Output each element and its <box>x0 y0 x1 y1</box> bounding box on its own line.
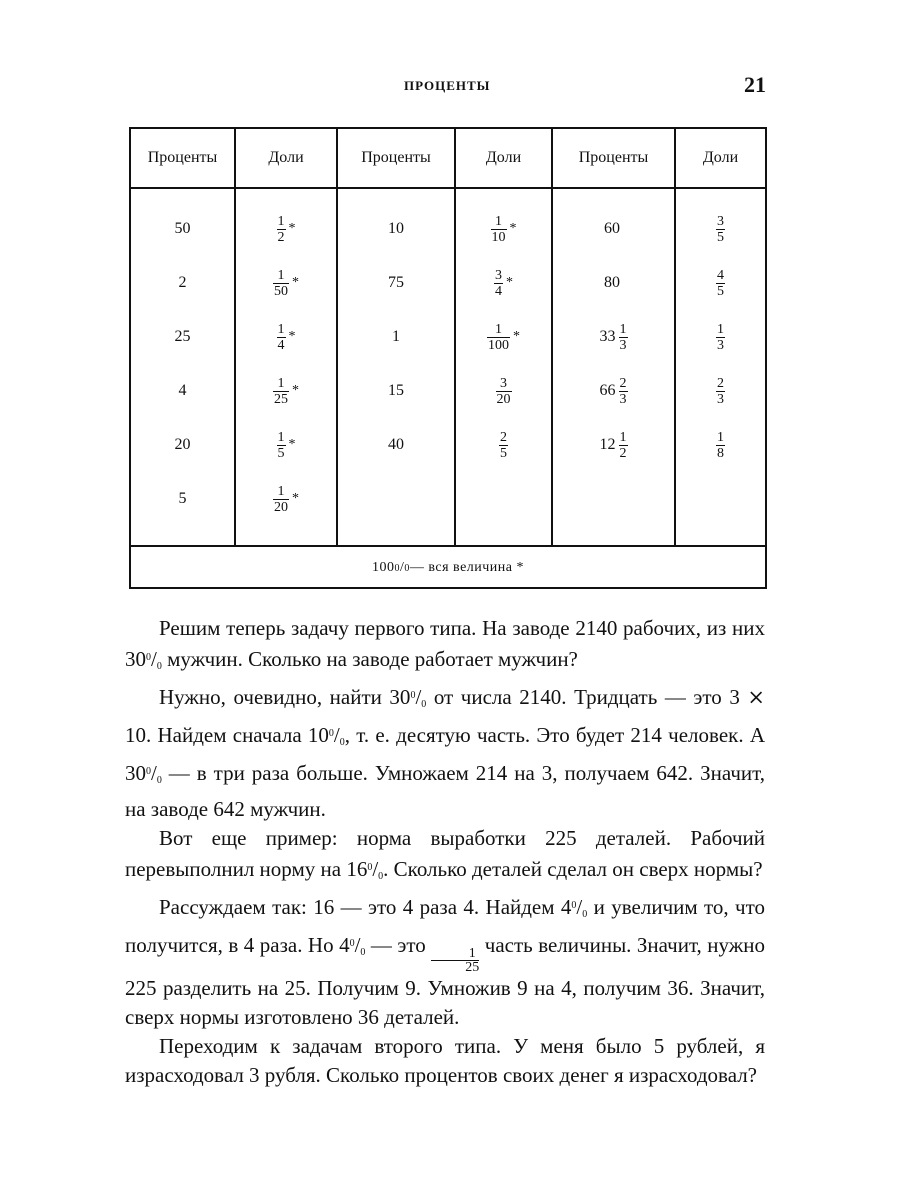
percent-cell: 25 <box>174 328 191 345</box>
paragraph-4 <box>125 891 765 1032</box>
text-run: — в три раза больше. Умножаем 214 на 3, получаем 642. Значит, на заводе 642 мужчин. <box>125 761 765 821</box>
fraction-denominator: 4 <box>277 337 285 353</box>
fraction-denominator: 5 <box>717 283 724 299</box>
fraction-denominator: 20 <box>496 391 511 407</box>
percent-cell <box>553 204 674 254</box>
fraction-group <box>716 322 725 353</box>
fraction-denominator: 8 <box>717 445 724 461</box>
fraction-numerator: 3 <box>495 267 502 283</box>
fraction-numerator: 1 <box>717 429 724 445</box>
asterisk-mark: * <box>506 275 513 290</box>
fraction-cell <box>676 312 765 362</box>
fraction-group <box>716 376 725 407</box>
asterisk-mark: * <box>288 221 296 236</box>
fraction-numerator: 1 <box>277 375 285 391</box>
fraction-denominator: 4 <box>495 283 502 299</box>
fraction <box>277 214 286 245</box>
percent-sub: 0 <box>156 661 162 672</box>
fraction-denominator: 50 <box>274 283 288 299</box>
fraction-denominator: 5 <box>717 229 724 245</box>
fraction-group <box>496 376 512 407</box>
percent-sub: 0 <box>339 737 345 748</box>
fraction-numerator: 1 <box>277 321 285 337</box>
asterisk-mark: * <box>513 329 520 344</box>
percent-sup: 0 <box>146 652 151 663</box>
fraction <box>494 268 503 299</box>
fraction <box>277 430 286 461</box>
percent-whole: 12 <box>599 436 616 453</box>
fraction-cell <box>456 366 551 416</box>
fraction-denominator: 10 <box>491 229 506 245</box>
percent-whole: 66 <box>599 382 616 399</box>
percent-cell: 5 <box>178 490 187 507</box>
percent-fraction <box>619 430 628 461</box>
percent-whole: 33 <box>599 328 616 345</box>
percent-cell: 1 <box>392 328 400 345</box>
percent-sup: 0 <box>328 728 334 739</box>
fraction-denominator: 25 <box>431 960 479 974</box>
col-header-percent-2: Проценты <box>361 149 431 166</box>
asterisk-mark: * <box>292 491 299 506</box>
fraction-group <box>716 268 725 299</box>
fraction-numerator: 2 <box>500 429 507 445</box>
fraction-cell <box>676 366 765 416</box>
col-header-percent-1: Проценты <box>147 149 218 166</box>
asterisk-mark: * <box>288 437 296 452</box>
fraction <box>499 430 508 461</box>
fraction <box>716 214 725 245</box>
fraction-numerator: 1 <box>717 321 724 337</box>
fraction-denominator: 2 <box>277 229 285 245</box>
text-run: , т. е. десятую часть. Это будет 214 человек. А 30 <box>125 723 765 785</box>
fraction-cell <box>676 420 765 470</box>
percent-slash: / <box>372 857 379 881</box>
footer-percent-sub: 0 <box>404 562 410 574</box>
asterisk-mark: * <box>292 383 299 398</box>
asterisk-mark: * <box>292 275 299 290</box>
footer-prefix: 100 <box>371 560 395 575</box>
text-run: Вот еще пример: норма выработки 225 деталей. Рабочий перевыполнил норму на 16 <box>125 826 765 881</box>
percent-cell <box>553 366 674 416</box>
fraction <box>491 214 507 245</box>
percent-cell <box>553 420 674 470</box>
fraction <box>273 376 289 407</box>
percent-sub: 0 <box>378 871 384 882</box>
fraction-denominator: 3 <box>619 337 627 353</box>
percent-cell: 10 <box>388 220 404 237</box>
fraction-denominator: 5 <box>277 445 285 461</box>
fraction-numerator: 4 <box>717 267 724 283</box>
col-header-fraction-3: Доли <box>702 149 739 166</box>
fraction-group <box>277 430 296 461</box>
text-run: Нужно, очевидно, найти 30 <box>159 685 411 709</box>
body-text <box>125 614 765 1090</box>
percent-whole: 80 <box>604 274 620 291</box>
fraction-numerator: 1 <box>277 213 285 229</box>
percent-cell: 75 <box>388 274 404 291</box>
fraction-group <box>499 430 508 461</box>
percent-cell: 20 <box>174 436 191 453</box>
footer-percent-slash: / <box>399 560 405 575</box>
fraction-group <box>716 430 725 461</box>
fraction-cell <box>456 420 551 470</box>
asterisk-mark: * <box>509 221 517 236</box>
percent-slash: / <box>333 723 340 747</box>
fraction-denominator: 3 <box>717 337 724 353</box>
fraction-cell <box>236 420 336 470</box>
percent-cell: 15 <box>388 382 404 399</box>
fraction-numerator: 1 <box>277 483 285 499</box>
percent-cell: 50 <box>174 220 191 237</box>
fraction <box>487 322 510 353</box>
percent-fraction <box>619 376 628 407</box>
percent-slash: / <box>151 761 157 785</box>
fraction <box>496 376 512 407</box>
fraction-group <box>487 322 520 353</box>
fraction-numerator: 3 <box>717 213 724 229</box>
page-number: 21 <box>744 72 766 97</box>
fraction <box>277 322 286 353</box>
fraction-numerator: 1 <box>495 213 502 229</box>
col-header-fraction-2: Доли <box>485 149 522 166</box>
text-run: от числа 2140. Тридцать — это 3 ⨯ 10. Найдем сначала 10 <box>125 685 766 747</box>
percent-sub: 0 <box>360 947 366 958</box>
fraction-group <box>273 268 299 299</box>
inline-fraction <box>431 947 479 974</box>
paragraph-5 <box>125 1032 765 1090</box>
fraction <box>716 322 725 353</box>
percent-slash: / <box>354 933 361 957</box>
col-header-fraction-1: Доли <box>268 149 304 166</box>
header-divider <box>131 187 765 189</box>
percent-sub: 0 <box>582 909 588 920</box>
fraction-cell <box>236 366 336 416</box>
percent-slash: / <box>151 647 157 671</box>
paragraph-2 <box>125 681 765 824</box>
text-run: часть величины. Значит, нужно 225 разделить на 25. Получим 9. Умножив 9 на 4, получим 36. Значит, сверх нормы изготовлено 36 деталей. <box>125 933 765 1029</box>
text-run: — это <box>365 933 432 957</box>
fraction-numerator: 1 <box>277 267 285 283</box>
fraction-denominator: 25 <box>274 391 288 407</box>
fraction-numerator: 1 <box>619 321 627 337</box>
text-run: . Сколько деталей сделал он сверх нормы? <box>383 857 763 881</box>
fraction-cell <box>236 474 336 524</box>
fraction <box>716 376 725 407</box>
text-run: Рассуждаем так: 16 — это 4 раза 4. Найдем 4 <box>159 895 572 919</box>
paragraph-1 <box>125 614 765 681</box>
asterisk-mark: * <box>288 329 296 344</box>
paragraph-3 <box>125 824 765 891</box>
fraction-group <box>277 322 296 353</box>
fraction-denominator: 5 <box>500 445 507 461</box>
fraction-group <box>273 376 299 407</box>
fraction-group <box>716 214 725 245</box>
percent-fraction-table <box>129 127 767 589</box>
fraction-denominator: 100 <box>488 337 509 353</box>
percent-sup: 0 <box>410 690 416 701</box>
table-footer-note <box>131 547 765 589</box>
fraction <box>273 484 289 515</box>
percent-sub: 0 <box>156 775 162 786</box>
text-run: Решим теперь задачу первого типа. На заводе 2140 рабочих, из них 30 <box>125 616 765 671</box>
footer-text: — вся величина * <box>409 560 525 575</box>
percent-sup: 0 <box>349 938 355 949</box>
fraction-group <box>273 484 299 515</box>
fraction-numerator: 3 <box>500 375 507 391</box>
fraction-numerator: 1 <box>495 321 502 337</box>
percent-sup: 0 <box>571 900 577 911</box>
percent-whole: 60 <box>604 220 620 237</box>
fraction-numerator: 1 <box>468 946 476 961</box>
percent-sup: 0 <box>146 766 151 777</box>
fraction-numerator: 1 <box>277 429 285 445</box>
fraction-group <box>277 214 296 245</box>
fraction-cell <box>236 258 336 308</box>
fraction-denominator: 2 <box>619 445 627 461</box>
fraction-cell <box>676 204 765 254</box>
fraction-cell <box>456 204 551 254</box>
fraction-cell <box>456 312 551 362</box>
fraction-denominator: 3 <box>619 391 627 407</box>
fraction-cell <box>456 258 551 308</box>
fraction-cell <box>236 204 336 254</box>
col-header-percent-3: Проценты <box>578 149 649 166</box>
percent-cell: 40 <box>388 436 404 453</box>
fraction-group <box>491 214 517 245</box>
fraction-numerator: 2 <box>619 375 627 391</box>
fraction-numerator: 2 <box>717 375 724 391</box>
fraction <box>716 430 725 461</box>
percent-slash: / <box>576 895 583 919</box>
fraction-numerator: 1 <box>619 429 627 445</box>
fraction <box>273 268 289 299</box>
text-run: и увеличим то, что получится, в 4 раза. Но 4 <box>125 895 765 957</box>
percent-cell <box>553 312 674 362</box>
fraction-denominator: 3 <box>717 391 724 407</box>
percent-cell: 4 <box>178 382 187 399</box>
percent-sup: 0 <box>367 862 373 873</box>
fraction-cell <box>676 258 765 308</box>
fraction-group <box>494 268 513 299</box>
running-head: ПРОЦЕНТЫ <box>404 78 491 93</box>
percent-slash: / <box>415 685 422 709</box>
footer-percent-sup: 0 <box>394 562 400 574</box>
text-run: мужчин. Сколько на заводе работает мужчин? <box>161 647 578 671</box>
percent-fraction <box>619 322 628 353</box>
percent-cell: 2 <box>178 274 187 291</box>
percent-cell <box>553 258 674 308</box>
percent-sub: 0 <box>421 699 427 710</box>
fraction <box>716 268 725 299</box>
text-run: Переходим к задачам второго типа. У меня было 5 рублей, я израсходовал 3 рубля. Сколько процентов своих денег я израсходовал? <box>125 1034 765 1087</box>
fraction-cell <box>236 312 336 362</box>
fraction-denominator: 20 <box>274 499 288 515</box>
